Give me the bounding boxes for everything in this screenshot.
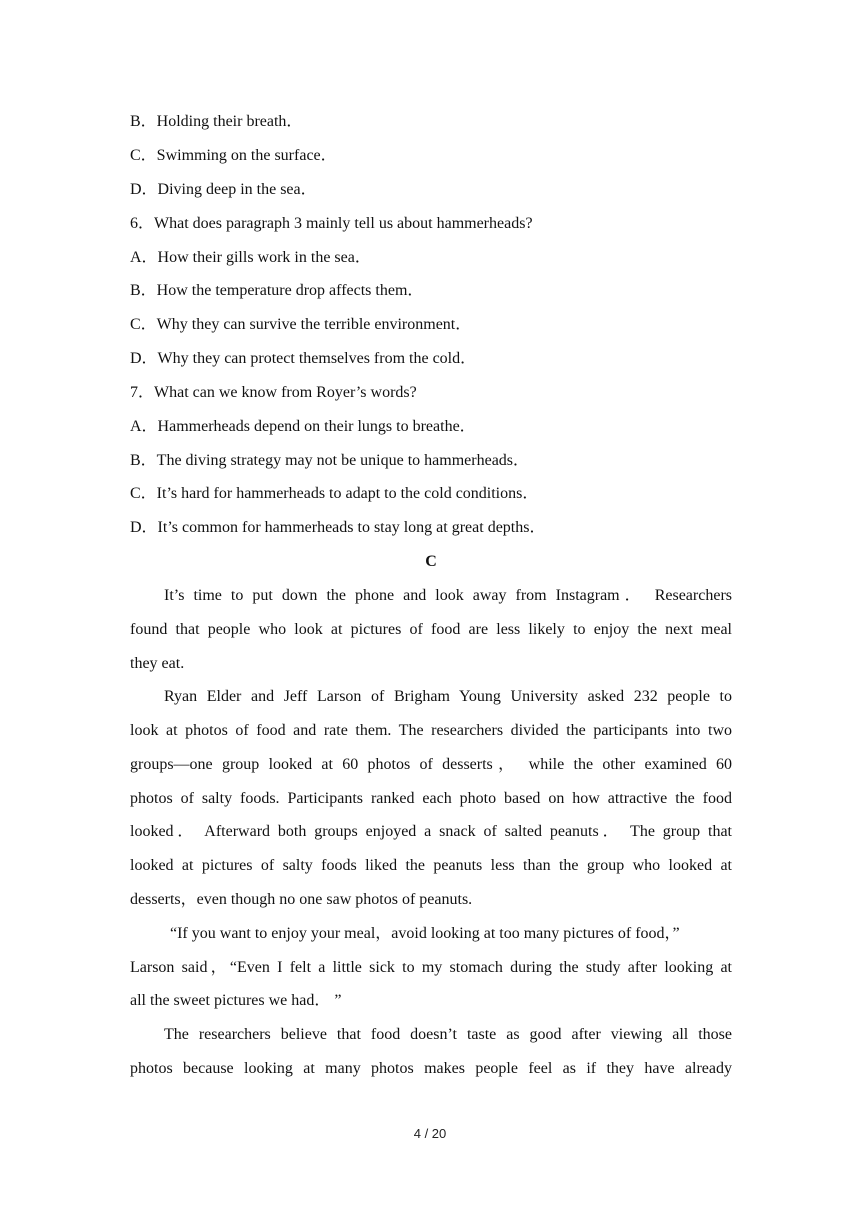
q6-stem: 6．What does paragraph 3 mainly tell us about hammerheads? bbox=[130, 215, 533, 232]
q6-option-d: D．Why they can protect themselves from the cold． bbox=[130, 350, 477, 367]
q7-option-c: C．It’s hard for hammerheads to adapt to the cold conditions． bbox=[130, 485, 539, 502]
passage-line: Ryan Elder and Jeff Larson of Brigham Young University asked 232 people to bbox=[164, 688, 732, 705]
passage-line: groups—one group looked at 60 photos of desserts， while the other examined 60 bbox=[130, 756, 732, 773]
passage-line: they eat. bbox=[130, 655, 185, 672]
page-number: 4 / 20 bbox=[413, 1126, 447, 1141]
passage-line: photos of salty foods. Participants ranked each photo based on how attractive the food bbox=[130, 790, 732, 807]
q7-stem: 7．What can we know from Royer’s words? bbox=[130, 384, 417, 401]
q5-option-d: D．Diving deep in the sea． bbox=[130, 181, 317, 198]
passage-line: looked． Afterward both groups enjoyed a snack of salted peanuts． The group that bbox=[130, 823, 732, 840]
passage-line: looked at pictures of salty foods liked the peanuts less than the group who looked at bbox=[130, 857, 732, 874]
passage-line: The researchers believe that food doesn’t taste as good after viewing all those bbox=[164, 1026, 732, 1043]
passage-line: photos because looking at many photos makes people feel as if they have already bbox=[130, 1060, 732, 1077]
passage-line: found that people who look at pictures of food are less likely to enjoy the next meal bbox=[130, 621, 732, 638]
q7-option-b: B．The diving strategy may not be unique to hammerheads． bbox=[130, 452, 530, 469]
q7-option-a: A．Hammerheads depend on their lungs to breathe． bbox=[130, 418, 476, 435]
q6-option-b: B．How the temperature drop affects them． bbox=[130, 282, 424, 299]
passage-line: look at photos of food and rate them. The researchers divided the participants into two bbox=[130, 722, 732, 739]
q7-option-d: D．It’s common for hammerheads to stay long at great depths． bbox=[130, 519, 546, 536]
passage-line: Larson said，“Even I felt a little sick to my stomach during the study after looking at bbox=[130, 959, 732, 976]
passage-line: “If you want to enjoy your meal，avoid looking at too many pictures of food，” bbox=[170, 925, 680, 942]
q6-option-c: C．Why they can survive the terrible environment． bbox=[130, 316, 472, 333]
passage-line: all the sweet pictures we had． ” bbox=[130, 992, 342, 1009]
section-heading: C bbox=[425, 553, 437, 570]
q5-option-c: C．Swimming on the surface． bbox=[130, 147, 337, 164]
passage-line: It’s time to put down the phone and look away from Instagram． Researchers bbox=[164, 587, 732, 604]
q6-option-a: A．How their gills work in the sea． bbox=[130, 249, 371, 266]
passage-line: desserts，even though no one saw photos of peanuts. bbox=[130, 891, 473, 908]
q5-option-b: B．Holding their breath． bbox=[130, 113, 303, 130]
